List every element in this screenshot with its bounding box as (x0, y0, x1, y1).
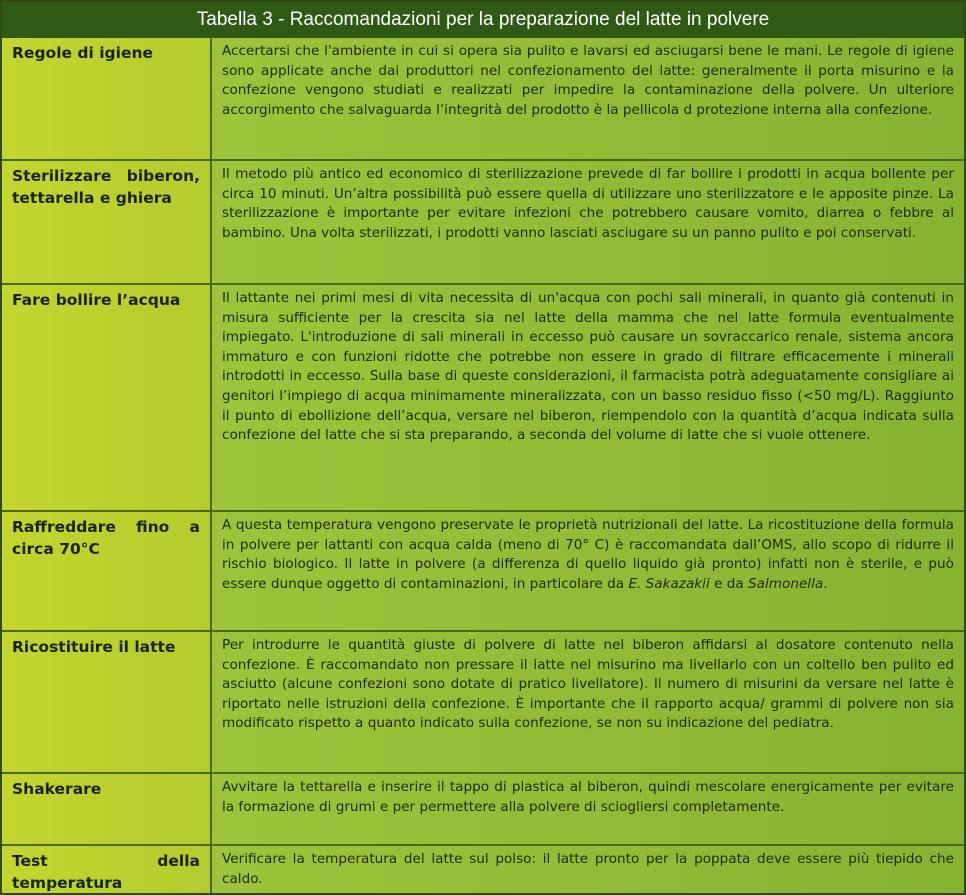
table-row-hygiene (2, 38, 964, 161)
table-row-reconstitute (2, 632, 964, 774)
table-row-sterilize (2, 161, 964, 285)
row-text: Il lattante nei primi mesi di vita necessita di un'acqua con pochi sali minerali, in quanto già contenuti in misura sufficiente per la crescita sia nel latte della mamma che nel latte formula eventualmente impiegato. L'introduzione di sali minerali in eccesso può causare un sovraccarico renale, sistema ancora immaturo e con funzioni ridotte che potrebbe non essere in grado di filtrare efficacemente i minerali introdotti in eccesso. Sulla base di queste considerazioni, il farmacista potrà adeguatamente consigliare ai genitori l’impiego di acqua minimamente mineralizzata, con un basso residuo fisso (<50 mg/L). Raggiunto il punto di ebollizione dell’acqua, versare nel biberon, riempendolo con la quantità d’acqua indicata sulla confezione del latte che si sta preparando, a seconda del volume di latte che si vuole ottenere. (212, 285, 964, 512)
table-row-temperature-test (2, 846, 964, 893)
table-row-boil-water (2, 285, 964, 512)
row-text: Il metodo più antico ed economico di sterilizzazione prevede di far bollire i prodotti in acqua bollente per circa 10 minuti. Un’altra possibilità può essere quella di utilizzare uno sterilizzatore e le apposite pinze. La sterilizzazione è importante per evitare infezioni che potrebbero causare vomito, diarrea o febbre al bambino. Una volta sterilizzati, i prodotti vanno lasciati asciugare su un panno pulito e poi conservati. (212, 161, 964, 285)
table-row-cool (2, 512, 964, 632)
table-row-shake (2, 774, 964, 846)
row-text-part: A questa temperatura vengono preservate le proprietà nutrizionali del latte. La ricostituzione della formula in polvere per lattanti con acqua calda (meno di 70° C) è raccomandata dall’OMS, allo scopo di ridurre il rischio biologico. Il latte in polvere (a differenza di quello liquido già pronto) infatti non è sterile, e può essere dunque oggetto di contaminazioni, in particolare da (222, 517, 954, 592)
row-label: Test della temperatura (2, 846, 212, 893)
row-text: Per introdurre le quantità giuste di polvere di latte nel biberon affidarsi al dosatore contenuto nella confezione. È raccomandato non pressare il latte nel misurino ma livellarlo con un coltello ben pulito ed asciutto (alcune confezioni sono dotate di pratico livellatore). Il numero di misurini da versare nel latte è riportato nelle istruzioni della confezione. È importante che il rapporto acqua/ grammi di polvere non sia modificato rispetto a quanto indicato sulla confezione, se non su indicazione del pediatra. (212, 632, 964, 774)
row-label: Fare bollire l’acqua (2, 285, 212, 512)
row-text-emphasis: Salmonella (748, 575, 824, 592)
row-text: Accertarsi che l'ambiente in cui si opera sia pulito e lavarsi ed asciugarsi bene le mani. Le regole di igiene sono applicate anche dai produttori nel confezionamento del latte: generalmente il porta misurino e la confezione vengono studiati e realizzati per impedire la contaminazione della polvere. Un ulteriore accorgimento che salvaguarda l’integrità del prodotto è la pellicola d protezione interna alla confezione. (212, 38, 964, 161)
row-text-emphasis: E. Sakazakii (628, 575, 710, 592)
row-text: Verificare la temperatura del latte sul polso: il latte pronto per la poppata deve essere più tiepido che caldo. (212, 846, 964, 893)
row-label: Ricostituire il latte (2, 632, 212, 774)
row-label: Raffreddare fino a circa 70°C (2, 512, 212, 632)
row-text (212, 512, 964, 632)
row-label: Regole di igiene (2, 38, 212, 161)
row-label: Sterilizzare biberon, tettarella e ghiera (2, 161, 212, 285)
row-text-part: . (823, 575, 828, 592)
row-text-part: e da (709, 575, 749, 592)
table-title: Tabella 3 - Raccomandazioni per la preparazione del latte in polvere (2, 2, 964, 38)
row-text: Avvitare la tettarella e inserire il tappo di plastica al biberon, quindi mescolare energicamente per evitare la formazione di grumi e per permettere alla polvere di sciogliersi completamente. (212, 774, 964, 846)
row-label: Shakerare (2, 774, 212, 846)
